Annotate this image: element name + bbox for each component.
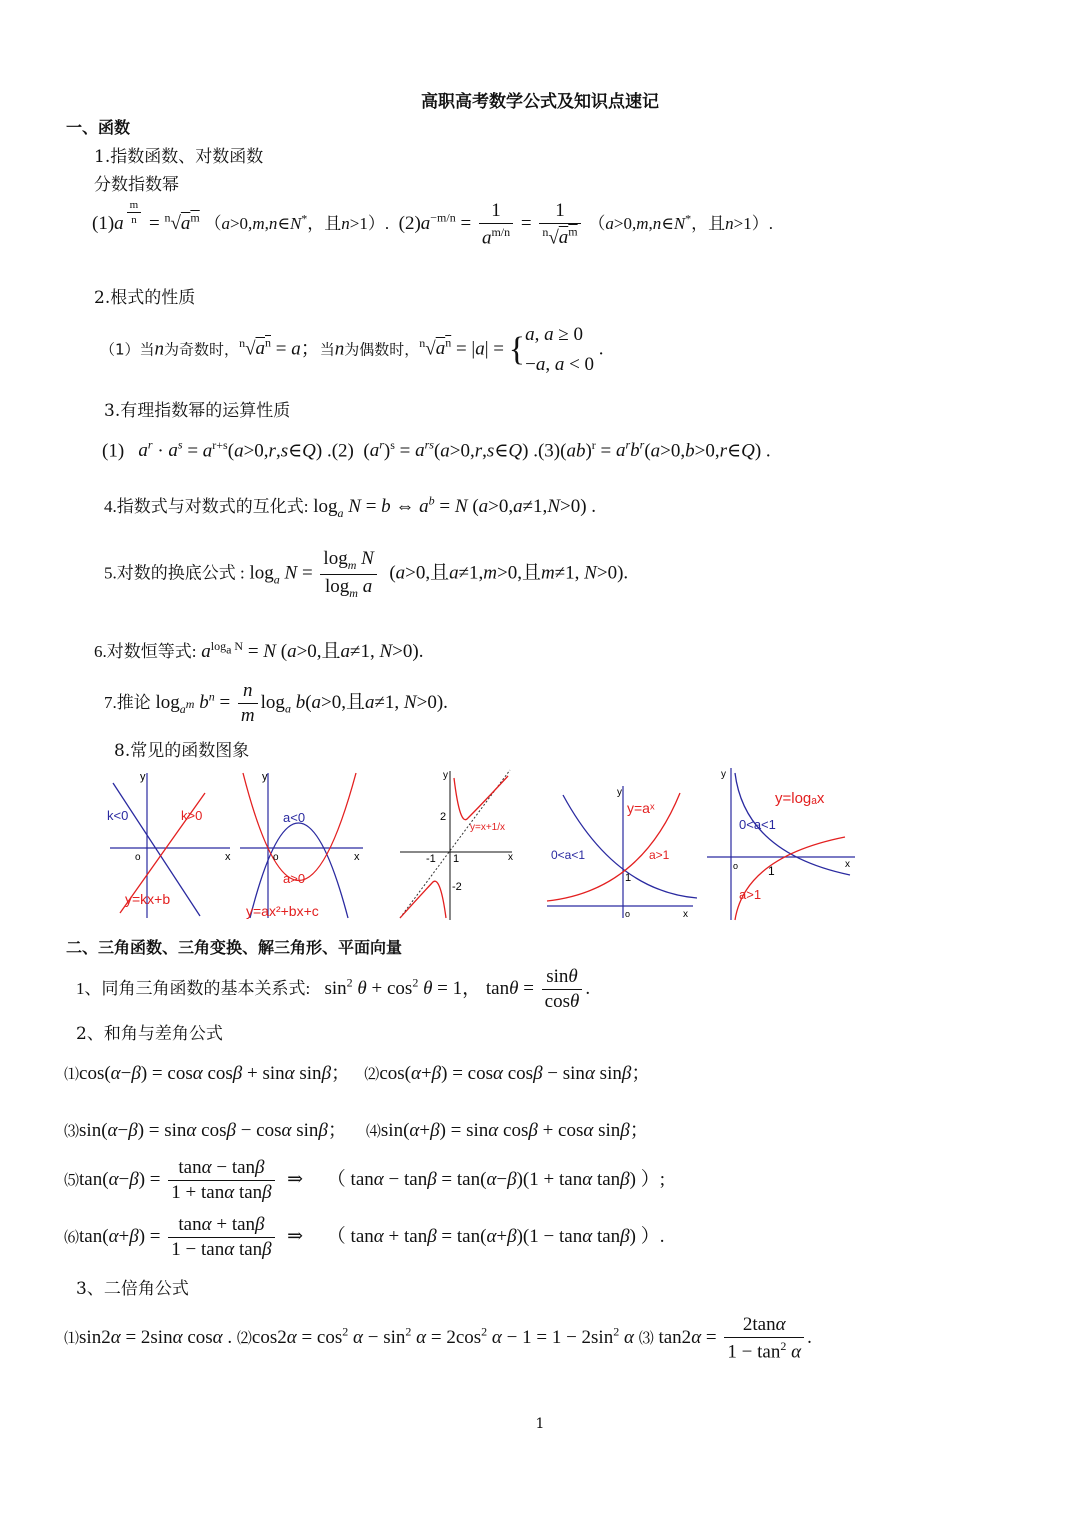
x-label: x [683, 909, 688, 920]
page-title: 高职高考数学公式及知识点速记 [421, 92, 659, 112]
graph-exponential [545, 783, 700, 923]
heading-fraction-power: 分数指数幂 [94, 175, 179, 195]
formula-change-of-base: 5.对数的换底公式 : $\log_a N$ = $\frac{\log_m N}{\log_m a}$ (a>0,且a≠1,m>0,且m≠1, N>0). [104, 548, 629, 600]
curve-growth [547, 793, 680, 901]
increasing-label: a>1 [739, 887, 762, 902]
equation-label: y=aˣ [627, 800, 655, 816]
heading-exp-log-conversion: 4.指数式与对数式的互化式: [104, 497, 309, 516]
formula-pythagorean: 1、同角三角函数的基本关系式: $\sin^2 \theta + \cos^2 \theta = 1$， tanθ = $\frac{\sin\theta}{\cos\theta}$ . [76, 966, 591, 1012]
y-label: y [443, 770, 448, 781]
formula-power-rules: (1) $a^r \cdot a^s$ = $a^{r+s}(a>0,r,s\in Q)$ .(2) $(a^r)^s$ = $a^{rs}(a>0,r,s\in Q) .(3)(ab)^r$ = $a^rb^r(a>0,b>0,r\in Q)$ . [102, 438, 771, 462]
x-label: x [225, 851, 231, 863]
origin-label: o [625, 909, 631, 919]
formula-log-corollary: 7.推论 $\log_{a^m} b^n$ = $\frac{n}{m}$ $\log_a b(a>0$,且a≠1, N>0). [104, 680, 448, 726]
heading-rational-power: 3.有理指数幂的运算性质 [104, 401, 291, 421]
intercept-label: 1 [768, 864, 775, 878]
x-label: x [354, 851, 360, 863]
origin-label: o [733, 861, 739, 871]
page-number: 1 [535, 1416, 545, 1432]
heading-function-graphs: 8.常见的函数图象 [114, 741, 250, 761]
formula-cos-diff-sum: ⑴cos(α−β) = cosα cosβ + sinα sinβ； ⑵cos(α+β) = cosα cosβ − sinα sinβ； [64, 1063, 651, 1084]
tick-minus-2: -2 [452, 881, 462, 893]
parabola-opening-up [243, 773, 356, 881]
y-label: y [721, 769, 726, 780]
a-negative-label: a<0 [283, 810, 306, 825]
decreasing-label: 0<a<1 [739, 817, 776, 832]
heading-log-corollary: 7.推论 [104, 692, 151, 712]
formula-fraction-power: (1)a $^{\frac{m}{n}}$ = $^n√a^m$ （a>0,m,n∈N*，且n>1）. $(2)a^{-m/n}$ = $\frac{1}{a^{m/n}}$ = $\frac{1}{^n√a^m}$ （a>0,m,n∈N*，且n>1）. [92, 199, 774, 249]
formula-double-angle: ⑴sin2α = 2sinα cosα . ⑵cos2α = $\cos^2 \alpha - \sin^2 \alpha = 2\cos^2$ $\alpha - 1 = 1 - 2\sin^2$ α ⑶ tan2α = $\frac{2\tan\alpha}{1 - \tan^2 \alpha}$ . [64, 1314, 812, 1363]
a-positive-label: a>0 [283, 871, 306, 886]
curve-positive-branch [454, 776, 508, 820]
equation-label: y=kx+b [125, 891, 171, 907]
formula-log-identity: 6.对数恒等式: $a^{log_a N} = N$ (a>0,且a≠1, N>0). [94, 638, 424, 662]
x-label: x [508, 852, 513, 863]
graph-quadratic [238, 768, 368, 923]
section-2-heading: 二、三角函数、三角变换、解三角形、平面向量 [66, 938, 403, 957]
heading-radical: 2.根式的性质 [94, 288, 196, 308]
x-label: x [845, 859, 850, 870]
graph-linear [105, 768, 235, 923]
heading-double-angle: 3、二倍角公式 [76, 1279, 189, 1299]
graph-hyperbolic [398, 768, 516, 923]
heading-change-of-base: 5.对数的换底公式 : [104, 563, 245, 583]
tick-1: 1 [453, 853, 460, 865]
formula-tan-diff: ⑸tan(α−β) = $\frac{\tan\alpha - \tan\beta}{\text{1 + tanα tanβ}}$ ⇒ （ tanα − tanβ = tan(α−β)(1 + tanα tanβ) ）; [64, 1157, 665, 1203]
formula-tan-sum: ⑹tan(α+β) = $\frac{\tan\alpha + \tan\beta}{\text{1 − tanα tanβ}}$ ⇒ （ tanα + tanβ = tan(α+β)(1 − tanα tanβ) ）. [64, 1214, 665, 1260]
equation-label: y=ax²+bx+c [246, 903, 319, 919]
formula-radical: （1）当n为奇数时，$^n√a^n = a$；当n为偶数时，$^n√a^n = |a| = \{a$, a ≥ 0 −a, a < 0 . [100, 324, 604, 375]
heading-exp-log: 1.指数函数、对数函数 [94, 147, 264, 167]
curve-negative-branch [400, 881, 446, 918]
tick-2: 2 [440, 811, 447, 823]
equation-label: y=logₐx [775, 790, 825, 807]
formula-exp-log-conversion: 4.指数式与对数式的互化式: $\log_a N = b$ ⇔ $a^b = N$ (a>0,a≠1,N>0) . [104, 493, 597, 520]
y-label: y [140, 771, 146, 783]
graph-logarithm [705, 765, 860, 923]
curve-increasing [735, 837, 845, 920]
k-negative-label: k<0 [107, 808, 129, 823]
growth-label: a>1 [649, 848, 670, 862]
section-1-heading: 一、函数 [66, 118, 131, 137]
y-label: y [617, 787, 622, 798]
origin-label: o [135, 852, 141, 863]
y-label: y [262, 771, 268, 783]
decay-label: 0<a<1 [551, 848, 586, 862]
k-positive-label: k>0 [181, 808, 203, 823]
tick-minus-1: -1 [426, 853, 436, 865]
heading-log-identity: 6.对数恒等式: [94, 642, 197, 661]
heading-sum-difference: 2、和角与差角公式 [76, 1024, 223, 1044]
heading-basic-relation: 1、同角三角函数的基本关系式: [76, 978, 311, 998]
equation-label: y=x+1/x [470, 822, 506, 833]
origin-label: o [273, 852, 279, 863]
intercept-label: 1 [625, 872, 632, 884]
formula-sin-diff-sum: ⑶sin(α−β) = sinα cosβ − cosα sinβ； ⑷sin(α+β) = sinα cosβ + cosα sinβ； [64, 1120, 649, 1141]
